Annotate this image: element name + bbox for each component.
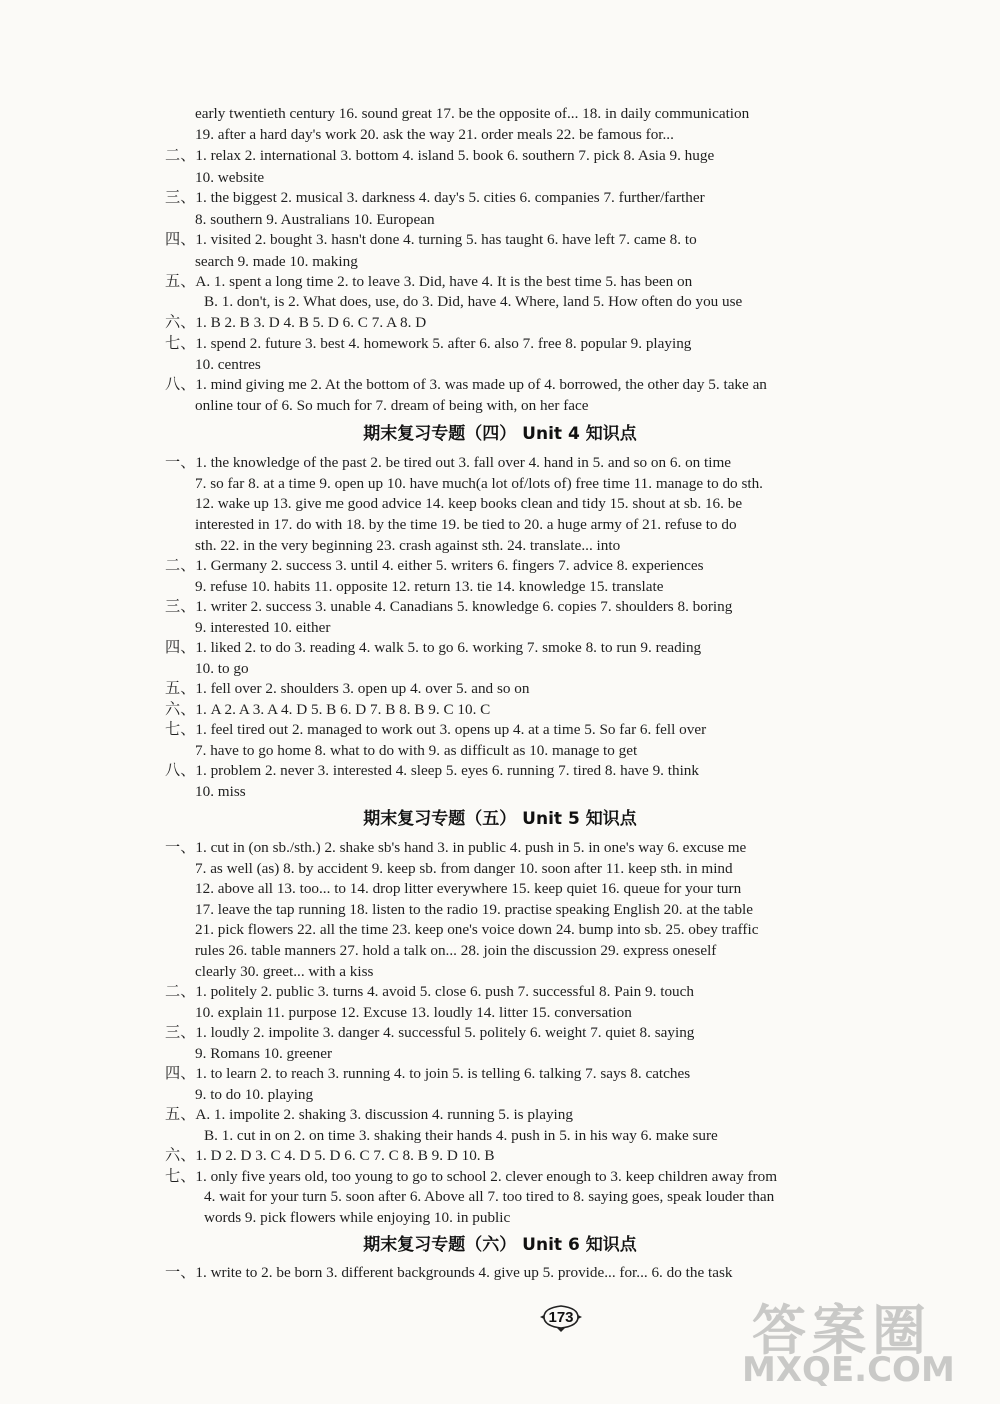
watermark-url: MXQE.COM: [742, 1350, 955, 1390]
answer-line: 三、1. loudly 2. impolite 3. danger 4. successful 5. politely 6. weight 7. quiet 8. saying: [165, 1024, 695, 1041]
answer-line: rules 26. table manners 27. hold a talk on... 28. join the discussion 29. express oneself: [195, 942, 717, 959]
answer-line: 一、1. write to 2. be born 3. different backgrounds 4. give up 5. provide... for... 6. do the task: [165, 1264, 733, 1281]
answer-line: 7. so far 8. at a time 9. open up 10. have much(a lot of/lots of) free time 11. manage to do sth.: [195, 475, 763, 492]
answer-line: 10. centres: [195, 356, 261, 373]
answer-line: 10. to go: [195, 660, 249, 677]
answer-line: online tour of 6. So much for 7. dream of being with, on her face: [195, 397, 589, 414]
answer-line: 三、1. the biggest 2. musical 3. darkness 4. day's 5. cities 6. companies 7. further/farther: [165, 189, 705, 206]
answer-line: 六、1. B 2. B 3. D 4. B 5. D 6. C 7. A 8. D: [165, 314, 427, 331]
answer-line: sth. 22. in the very beginning 23. crash against sth. 24. translate... into: [195, 537, 621, 554]
answer-line: 三、1. writer 2. success 3. unable 4. Canadians 5. knowledge 6. copies 7. shoulders 8. boring: [165, 598, 733, 615]
answer-line: interested in 17. do with 18. by the time 19. be tied to 20. a huge army of 21. refuse to do: [195, 516, 737, 533]
answer-line: 四、1. liked 2. to do 3. reading 4. walk 5. to go 6. working 7. smoke 8. to run 9. reading: [165, 639, 702, 656]
answer-line: 9. refuse 10. habits 11. opposite 12. return 13. tie 14. knowledge 15. translate: [195, 578, 664, 595]
answer-line: 八、1. problem 2. never 3. interested 4. sleep 5. eyes 6. running 7. tired 8. have 9. think: [165, 762, 699, 779]
watermark-chars: 答案圈: [752, 1299, 932, 1362]
answer-line: 10. website: [195, 169, 265, 186]
answer-line: 四、1. to learn 2. to reach 3. running 4. to join 5. is telling 6. talking 7. says 8. catches: [165, 1065, 691, 1082]
answer-line: 17. leave the tap running 18. listen to the radio 19. practise speaking English 20. at the table: [195, 901, 753, 918]
answer-line: 五、1. fell over 2. shoulders 3. open up 4. over 5. and so on: [165, 680, 530, 697]
answer-line: 9. to do 10. playing: [195, 1086, 314, 1103]
answer-line: 七、1. only five years old, too young to go to school 2. clever enough to 3. keep children away from: [165, 1168, 778, 1185]
answer-line: 二、1. Germany 2. success 3. until 4. either 5. writers 6. fingers 7. advice 8. experiences: [165, 557, 704, 574]
answer-line: B. 1. don't, is 2. What does, use, do 3. Did, have 4. Where, land 5. How often do you use: [204, 293, 743, 310]
answer-line: 12. above all 13. too... to 14. drop litter everywhere 15. keep quiet 16. queue for your turn: [195, 880, 742, 897]
answer-line: 9. Romans 10. greener: [195, 1045, 333, 1062]
answer-line: 六、1. D 2. D 3. C 4. D 5. D 6. C 7. C 8. B 9. D 10. B: [165, 1147, 495, 1164]
answer-line: 21. pick flowers 22. all the time 23. keep one's voice down 24. bump into sb. 25. obey traffic: [195, 921, 759, 938]
answer-line: 10. miss: [195, 783, 246, 800]
answer-line: 19. after a hard day's work 20. ask the way 21. order meals 22. be famous for...: [195, 126, 674, 143]
answer-line: search 9. made 10. making: [195, 253, 358, 270]
answer-line: early twentieth century 16. sound great 17. be the opposite of... 18. in daily communication: [195, 105, 750, 122]
page-number-text: 173: [548, 1308, 574, 1326]
answer-line: 五、A. 1. impolite 2. shaking 3. discussion 4. running 5. is playing: [165, 1106, 573, 1123]
answer-line: 一、1. the knowledge of the past 2. be tired out 3. fall over 4. hand in 5. and so on 6. on time: [165, 454, 732, 471]
answer-line: 4. wait for your turn 5. soon after 6. Above all 7. too tired to 8. saying goes, speak louder than: [204, 1188, 775, 1205]
answer-line: 五、A. 1. spent a long time 2. to leave 3. Did, have 4. It is the best time 5. has been on: [165, 273, 693, 290]
section-heading-unit-6: 期末复习专题（六） Unit 6 知识点: [363, 1235, 637, 1255]
answer-line: 八、1. mind giving me 2. At the bottom of 3. was made up of 4. borrowed, the other day 5. take an: [165, 376, 767, 393]
answer-line: 7. have to go home 8. what to do with 9. as difficult as 10. manage to get: [195, 742, 638, 759]
answer-line: 8. southern 9. Australians 10. European: [195, 211, 435, 228]
answer-line: 二、1. relax 2. international 3. bottom 4. island 5. book 6. southern 7. pick 8. Asia 9. huge: [165, 147, 715, 164]
answer-line: 四、1. visited 2. bought 3. hasn't done 4. turning 5. has taught 6. have left 7. came 8. to: [165, 231, 697, 248]
watermark-logo: [732, 1282, 982, 1392]
answer-line: 7. as well (as) 8. by accident 9. keep sb. from danger 10. soon after 11. keep sth. in mind: [195, 860, 733, 877]
section-heading-unit-4: 期末复习专题（四） Unit 4 知识点: [363, 424, 637, 444]
answer-line: 12. wake up 13. give me good advice 14. keep books clean and tidy 15. shout at sb. 16. be: [195, 495, 743, 512]
answer-line: 六、1. A 2. A 3. A 4. D 5. B 6. D 7. B 8. B 9. C 10. C: [165, 701, 491, 718]
answer-line: B. 1. cut in on 2. on time 3. shaking their hands 4. push in 5. in his way 6. make sure: [204, 1127, 718, 1144]
answer-line: 10. explain 11. purpose 12. Excuse 13. loudly 14. litter 15. conversation: [195, 1004, 632, 1021]
answer-line: 七、1. spend 2. future 3. best 4. homework 5. after 6. also 7. free 8. popular 9. playing: [165, 335, 692, 352]
answer-line: 七、1. feel tired out 2. managed to work out 3. opens up 4. at a time 5. So far 6. fell over: [165, 721, 707, 738]
answer-line: 二、1. politely 2. public 3. turns 4. avoid 5. close 6. push 7. successful 8. Pain 9. touch: [165, 983, 694, 1000]
section-heading-unit-5: 期末复习专题（五） Unit 5 知识点: [363, 809, 637, 829]
answer-line: 一、1. cut in (on sb./sth.) 2. shake sb's hand 3. in public 4. push in 5. in one's way 6. excuse me: [165, 839, 747, 856]
answer-line: 9. interested 10. either: [195, 619, 331, 636]
answer-line: clearly 30. greet... with a kiss: [195, 963, 374, 980]
answer-line: words 9. pick flowers while enjoying 10. in public: [204, 1209, 511, 1226]
page-number: [540, 1302, 582, 1332]
